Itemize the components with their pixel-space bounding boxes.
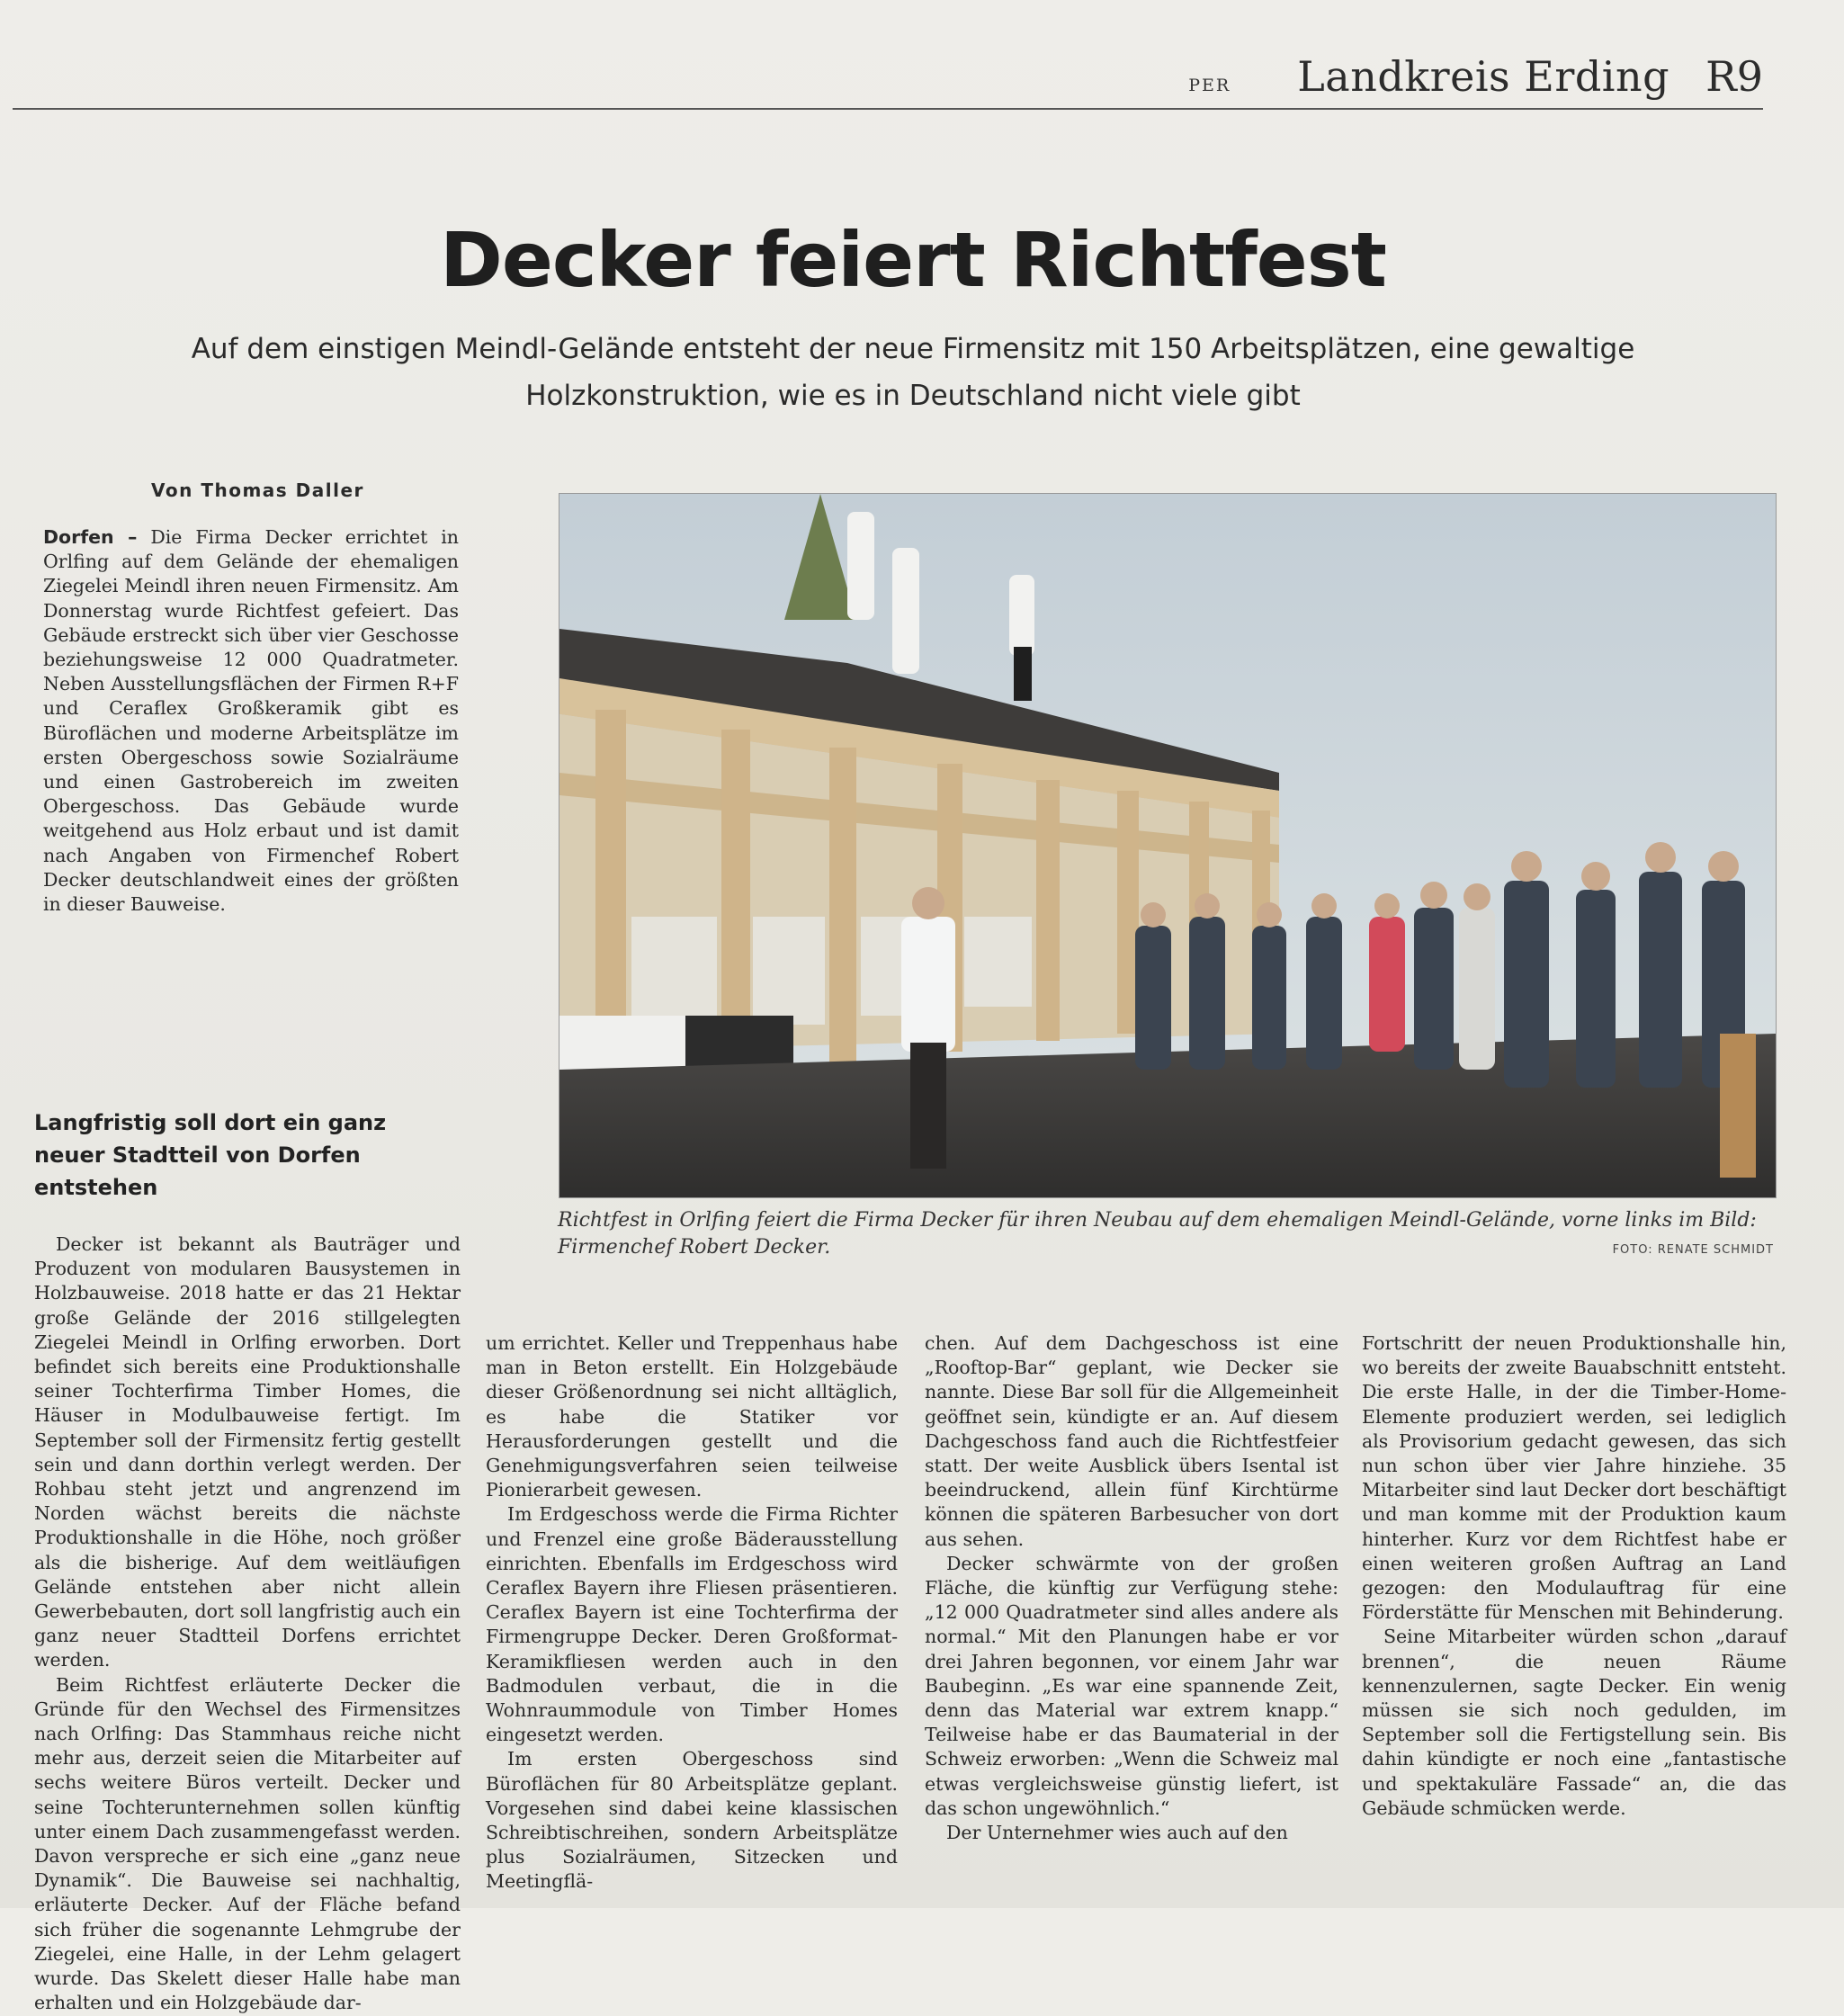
paragraph: Der Unternehmer wies auch auf den	[946, 1822, 1288, 1844]
header-rule	[13, 108, 1763, 110]
photo-credit: FOTO: RENATE SCHMIDT	[1612, 1243, 1774, 1257]
paragraph: Seine Mitarbeiter würden schon „darauf brennen“, die neuen Räume kennenzulernen, sagte Decker. Ein wenig müssen sie sich noch gedulden, im September soll die Fertigstellung sein. Bis dahin kündigte er noch eine „fantastische und spektakuläre Fassade“ an, die das Gebäude schmücken werde.	[1362, 1626, 1786, 1819]
paragraph: Fortschritt der neuen Produktionshalle hin, wo bereits der zweite Bauabschnitt entsteht. Die erste Halle, in der die Timber-Home-Elemente produziert werden, sei lediglich als Provisorium gedacht gewesen, das sich nun schon über vier Jahre hinziehe. 35 Mitarbeiter sind laut Decker dort beschäftigt und man komme mit der Produktion kaum hinterher. Kurz vor dem Richtfest habe er einen weiteren großen Auftrag an Land gezogen: den Modulauftrag für eine Förderstätte für Menschen mit Behinderung.	[1362, 1332, 1786, 1624]
paragraph: Decker schwärmte von der großen Fläche, die künftig zur Verfügung stehe: „12 000 Quadratmeter sind alles andere als normal.“ Mit den Planungen habe er vor drei Jahren begonnen, vor einem Jahr war Baubeginn. „Es war eine spannende Zeit, denn das Material war extrem knapp.“ Teilweise habe er das Baumaterial in der Schweiz erworben: „Wenn die Schweiz mal etwas vergleichsweise günstig liefert, ist das schon ungewöhnlich.“	[925, 1552, 1338, 1819]
intro-column	[43, 525, 459, 917]
article-subhead: Langfristig soll dort ein ganz neuer Stadtteil von Dorfen entstehen	[34, 1110, 387, 1200]
paragraph: um errichtet. Keller und Treppenhaus habe man in Beton erstellt. Ein Holzgebäude dieser Größenordnung sei nicht alltäglich, es habe die Statiker vor Herausforderungen gestellt und die Genehmigungsverfahren seien teilweise Pionierarbeit gewesen.	[486, 1332, 898, 1501]
article-subline: Auf dem einstigen Meindl-Gelände entsteht der neue Firmensitz mit 150 Arbeitsplätzen, eine gewaltige Holzkonstruktion, wie es in Deutschland nicht viele gibt	[191, 333, 1635, 412]
richtfest-photo-illustration	[559, 494, 1776, 1197]
column-4	[1362, 1331, 1786, 1821]
edition-code: PER	[1188, 76, 1231, 95]
page-number: R9	[1705, 52, 1763, 101]
page-header	[1188, 52, 1763, 101]
paragraph: Decker ist bekannt als Bauträger und Produzent von modularen Bausystemen in Holzbauweise. 2018 hatte er das 21 Hektar große Gelände der 2016 stillgelegten Ziegelei Meindl in Orlfing erworben. Dort befindet sich bereits eine Produktionshalle seiner Tochterfirma Timber Homes, die Häuser in Modulbauweise fertigt. Im September soll der Firmensitz fertig gestellt sein und dann dorthin verlegt werden. Der Rohbau steht jetzt und angrenzend im Norden wächst bereits die nächste Produktionshalle in die Höhe, noch größer als die bisherige. Auf dem weitläufigen Gelände entstehen aber nicht allein Gewerbebauten, dort soll langfristig auch ein ganz neuer Stadtteil Dorfens errichtet werden.	[34, 1233, 461, 1671]
section-title: Landkreis Erding	[1297, 52, 1670, 101]
paragraph: Beim Richtfest erläuterte Decker die Gründe für den Wechsel des Firmensitzes nach Orlfing: Das Stammhaus reiche nicht mehr aus, derzeit seien die Mitarbeiter auf sechs weitere Büros verteilt. Decker und seine Tochterunternehmen sollen künftig unter einem Dach zusammengefasst werden. Davon verspreche er sich eine „ganz neue Dynamik“. Die Bauweise sei nachhaltig, erläuterte Decker. Auf der Fläche befand sich früher die sogenannte Lehmgrube der Ziegelei, eine Halle, in der Lehm gelagert wurde. Das Skelett dieser Halle habe man erhalten und ein Holzgebäude dar-	[34, 1673, 461, 2014]
paragraph: Im ersten Obergeschoss sind Büroflächen für 80 Arbeitsplätze geplant. Vorgesehen sind dabei keine klassischen Schreibtischreihen, sondern Arbeitsplätze plus Sozialräumen, Sitzecken und Meetingflä-	[486, 1748, 898, 1893]
speaker-trousers	[910, 1043, 946, 1169]
speaker-shirt	[901, 917, 955, 1052]
worker-trousers	[1014, 647, 1032, 701]
article-byline: Von Thomas Daller	[151, 479, 364, 501]
intro-text: Die Firma Decker errichtet in Orlfing auf dem Gelände der ehemaligen Ziegelei Meindl ihren neuen Firmensitz. Am Donnerstag wurde Richtfest gefeiert. Das Gebäude erstreckt sich über vier Geschosse beziehungsweise 12 000 Quadratmeter. Neben Ausstellungsflächen der Firmen R+F und Ceraflex Großkeramik gibt es Büroflächen und moderne Arbeitsplätze im ersten Obergeschoss sowie Sozialräume und einen Gastrobereich im zweiten Obergeschoss. Das Gebäude wurde weitgehend aus Holz erbaut und ist damit nach Angaben von Firmenchef Robert Decker deutschlandweit eines der größten in dieser Bauweise.	[43, 526, 460, 916]
dateline: Dorfen –	[43, 526, 138, 548]
crowd-light-shirt	[1459, 908, 1495, 1070]
paragraph: Im Erdgeschoss werde die Firma Richter und Frenzel eine große Bäderausstellung einrichten. Ebenfalls im Erdgeschoss wird Ceraflex Bayern ihre Fliesen präsentieren. Ceraflex Bayern ist eine Tochterfirma der Firmengruppe Decker. Deren Großformat-Keramikfliesen werden auch in den Badmodulen verbaut, die in die Wohnraummodule von Timber Homes eingesetzt werden.	[486, 1503, 898, 1746]
photo-caption: Richtfest in Orlfing feiert die Firma Decker für ihren Neubau auf dem ehemaligen Meindl-Gelände, vorne links im Bild: Firmenchef Robert Decker.	[558, 1209, 1757, 1259]
paragraph: chen. Auf dem Dachgeschoss ist eine „Rooftop-Bar“ geplant, wie Decker sie nannte. Diese Bar soll für die Allgemeinheit geöffnet sein, kündigte er an. Auf diesem Dachgeschoss fand auch die Richtfestfeier statt. Der weite Ausblick übers Isental ist beeindruckend, allein fünf Kirchtürme können die späteren Barbesucher von dort aus sehen.	[925, 1332, 1338, 1550]
column-1	[34, 1080, 461, 2016]
crowd-trousers	[1720, 1034, 1756, 1178]
speaker-head	[912, 887, 944, 919]
intro-paragraph	[43, 525, 459, 917]
article-photo	[559, 493, 1777, 1198]
crowd-red-jacket	[1369, 917, 1405, 1052]
column-3	[925, 1331, 1338, 1845]
article-headline: Decker feiert Richtfest	[440, 216, 1386, 304]
column-2	[486, 1331, 898, 1895]
